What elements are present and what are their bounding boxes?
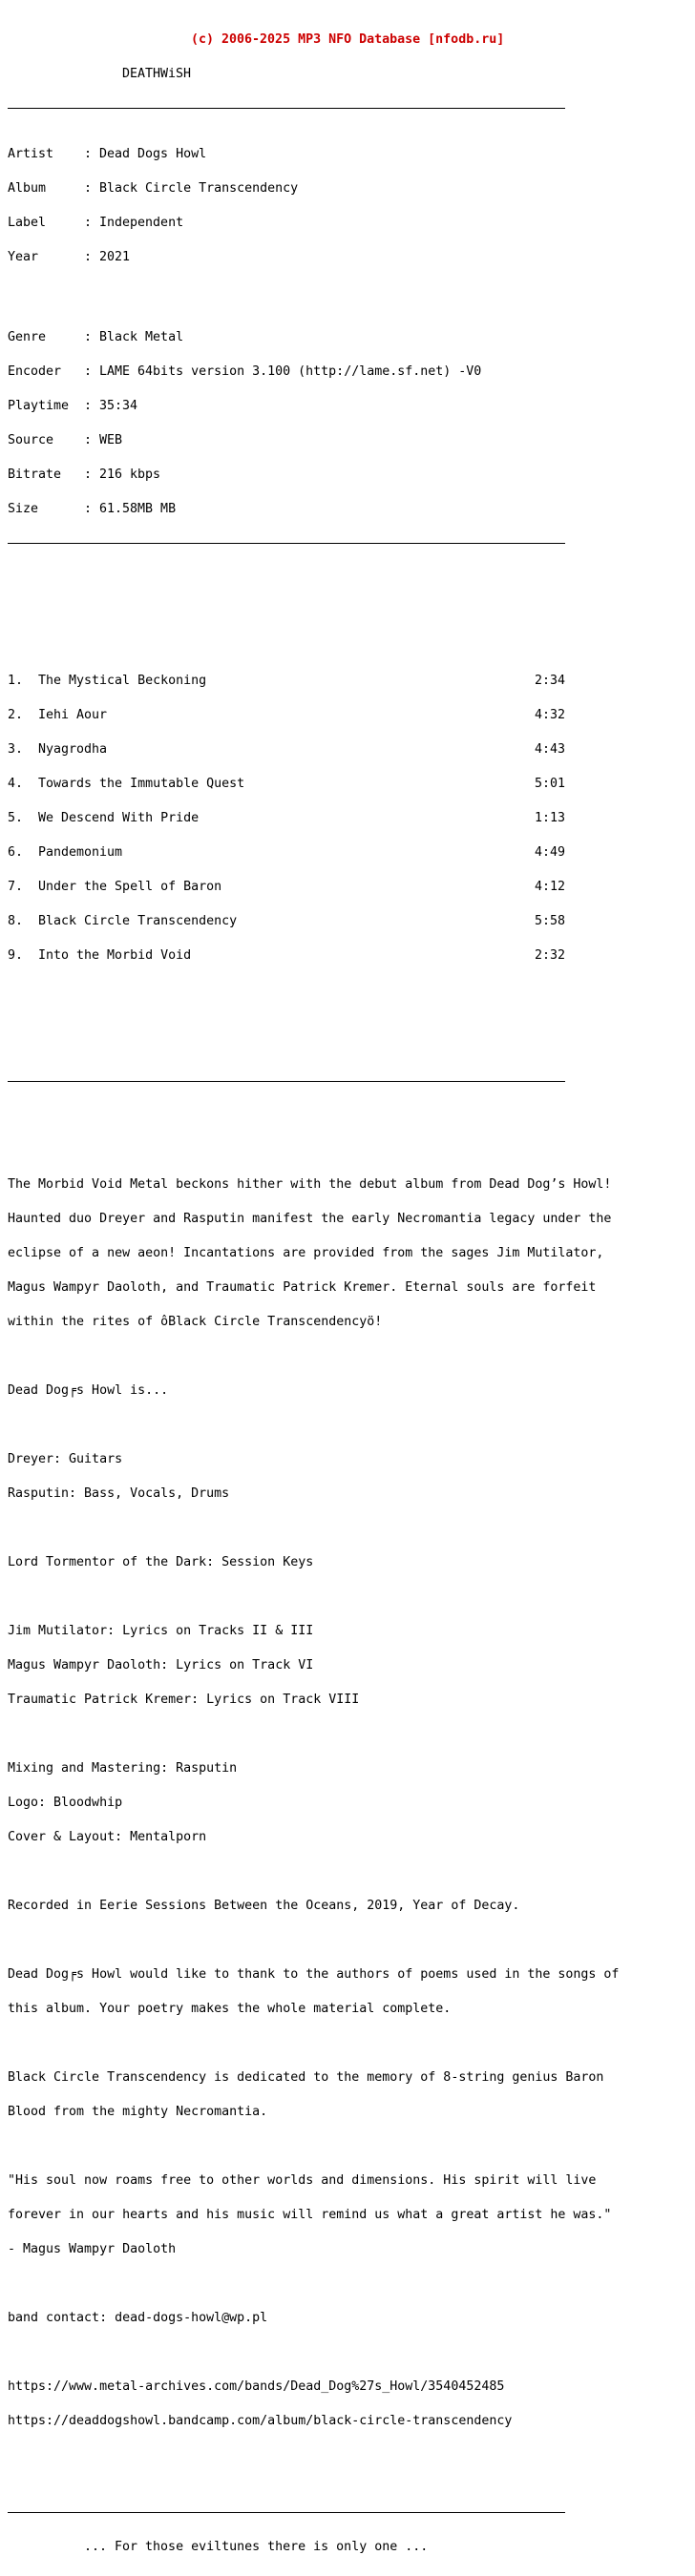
label-row: Label : Independent [8, 216, 184, 230]
nfo-document [8, 0, 687, 2576]
track-row [8, 813, 565, 824]
track-row [8, 847, 565, 859]
footer-tagline: ... For those eviltunes there is only one ... [84, 2540, 429, 2554]
track-row [8, 744, 565, 756]
member-line: Dreyer: Guitars [8, 1452, 123, 1466]
intro-line: within the rites of ôBlack Circle Transcendencyö! [8, 1315, 383, 1329]
recording-info: Recorded in Eerie Sessions Between the Oceans, 2019, Year of Decay. [8, 1899, 520, 1913]
bitrate-key: Bitrate [8, 467, 62, 482]
track-title: We Descend With Pride [38, 811, 200, 825]
bitrate-value: 216 kbps [99, 467, 161, 482]
metal-archives-link[interactable]: https://www.metal-archives.com/bands/Dead_Dog%27s_Howl/3540452485 [8, 2379, 505, 2394]
source-value: WEB [99, 433, 123, 447]
band-contact: band contact: dead-dogs-howl@wp.pl [8, 2311, 268, 2325]
bandcamp-link[interactable]: https://deaddogshowl.bandcamp.com/album/black-circle-transcendency [8, 2414, 513, 2428]
track-row [8, 950, 565, 962]
album-key: Album [8, 181, 47, 196]
track-duration: 2:34 [534, 674, 565, 688]
size-key: Size [8, 502, 39, 516]
release-notes [8, 1156, 687, 2450]
track-number: 8. [8, 914, 24, 928]
lyrics-credit: Magus Wampyr Daoloth: Lyrics on Track VI [8, 1658, 314, 1672]
artist-key: Artist [8, 147, 54, 161]
band-intro: Dead Dog╒s Howl is... [8, 1383, 169, 1398]
production-credit: Logo: Bloodwhip [8, 1796, 123, 1810]
track-duration: 4:12 [534, 880, 565, 894]
track-number: 3. [8, 742, 24, 757]
track-number: 7. [8, 880, 24, 894]
lyrics-credit: Jim Mutilator: Lyrics on Tracks II & III [8, 1624, 314, 1638]
year-row: Year : 2021 [8, 250, 131, 264]
divider [8, 103, 687, 114]
track-duration: 4:43 [534, 742, 565, 757]
label-key: Label [8, 216, 47, 230]
encoder-row: Encoder : LAME 64bits version 3.100 (http://lame.sf.net) -V0 [8, 364, 482, 379]
intro-line: The Morbid Void Metal beckons hither with the debut album from Dead Dog’s Howl! [8, 1177, 612, 1192]
track-row [8, 882, 565, 893]
track-number: 4. [8, 777, 24, 791]
encoder-value: LAME 64bits version 3.100 (http://lame.sf.net) -V0 [99, 364, 482, 379]
lyrics-credit: Traumatic Patrick Kremer: Lyrics on Track VIII [8, 1693, 360, 1707]
production-credit: Mixing and Mastering: Rasputin [8, 1761, 238, 1776]
session-member: Lord Tormentor of the Dark: Session Keys [8, 1555, 314, 1569]
album-row: Album : Black Circle Transcendency [8, 181, 299, 196]
quote-line: "His soul now roams free to other worlds and dimensions. His spirit will live [8, 2173, 597, 2188]
track-title: Under the Spell of Baron [38, 880, 222, 894]
track-duration: 2:32 [534, 948, 565, 963]
playtime-value: 35:34 [99, 399, 138, 413]
divider [8, 538, 687, 550]
track-duration: 4:32 [534, 708, 565, 722]
track-title: Into the Morbid Void [38, 948, 192, 963]
divider [8, 1076, 687, 1088]
track-title: Pandemonium [38, 845, 123, 860]
genre-row: Genre : Black Metal [8, 330, 184, 344]
track-title: Black Circle Transcendency [38, 914, 238, 928]
artist-row: Artist : Dead Dogs Howl [8, 147, 207, 161]
year-value: 2021 [99, 250, 131, 264]
member-line: Rasputin: Bass, Vocals, Drums [8, 1486, 230, 1501]
dedication-line: Black Circle Transcendency is dedicated to the memory of 8-string genius Baron [8, 2070, 604, 2085]
intro-line: Haunted duo Dreyer and Rasputin manifest the early Necromantia legacy under the [8, 1212, 612, 1226]
source-key: Source [8, 433, 54, 447]
playtime-key: Playtime [8, 399, 70, 413]
track-number: 1. [8, 674, 24, 688]
track-duration: 5:01 [534, 777, 565, 791]
track-row [8, 710, 565, 721]
album-value: Black Circle Transcendency [99, 181, 299, 196]
intro-line: eclipse of a new aeon! Incantations are provided from the sages Jim Mutilator, [8, 1246, 604, 1260]
encoder-key: Encoder [8, 364, 62, 379]
intro-line: Magus Wampyr Daoloth, and Traumatic Patrick Kremer. Eternal souls are forfeit [8, 1280, 597, 1295]
source-row: Source : WEB [8, 433, 123, 447]
genre-key: Genre [8, 330, 47, 344]
tracklist [8, 653, 687, 985]
thanks-line: Dead Dog╒s Howl would like to thank to the authors of poems used in the songs of [8, 1967, 620, 1982]
track-row [8, 779, 565, 790]
track-number: 6. [8, 845, 24, 860]
site-credit: (c) 2006-2025 MP3 NFO Database [nfodb.ru] [191, 32, 505, 47]
label-value: Independent [99, 216, 184, 230]
quote-attribution: - Magus Wampyr Daoloth [8, 2242, 177, 2256]
bitrate-row: Bitrate : 216 kbps [8, 467, 161, 482]
release-group-title: DEATHWiSH [122, 67, 192, 81]
track-title: Towards the Immutable Quest [38, 777, 245, 791]
production-credit: Cover & Layout: Mentalporn [8, 1830, 207, 1844]
track-number: 9. [8, 948, 24, 963]
divider [8, 2507, 687, 2519]
track-row [8, 675, 565, 687]
playtime-row: Playtime : 35:34 [8, 399, 138, 413]
size-value: 61.58MB MB [99, 502, 177, 516]
artist-value: Dead Dogs Howl [99, 147, 207, 161]
dedication-line: Blood from the mighty Necromantia. [8, 2105, 268, 2119]
track-title: Nyagrodha [38, 742, 108, 757]
quote-line: forever in our hearts and his music will remind us what a great artist he was." [8, 2208, 612, 2222]
genre-value: Black Metal [99, 330, 184, 344]
track-row [8, 916, 565, 927]
year-key: Year [8, 250, 39, 264]
track-title: The Mystical Beckoning [38, 674, 207, 688]
track-number: 5. [8, 811, 24, 825]
size-row: Size : 61.58MB MB [8, 502, 177, 516]
track-duration: 5:58 [534, 914, 565, 928]
track-duration: 4:49 [534, 845, 565, 860]
track-number: 2. [8, 708, 24, 722]
track-duration: 1:13 [534, 811, 565, 825]
track-title: Iehi Aour [38, 708, 108, 722]
thanks-line: this album. Your poetry makes the whole material complete. [8, 2002, 452, 2016]
